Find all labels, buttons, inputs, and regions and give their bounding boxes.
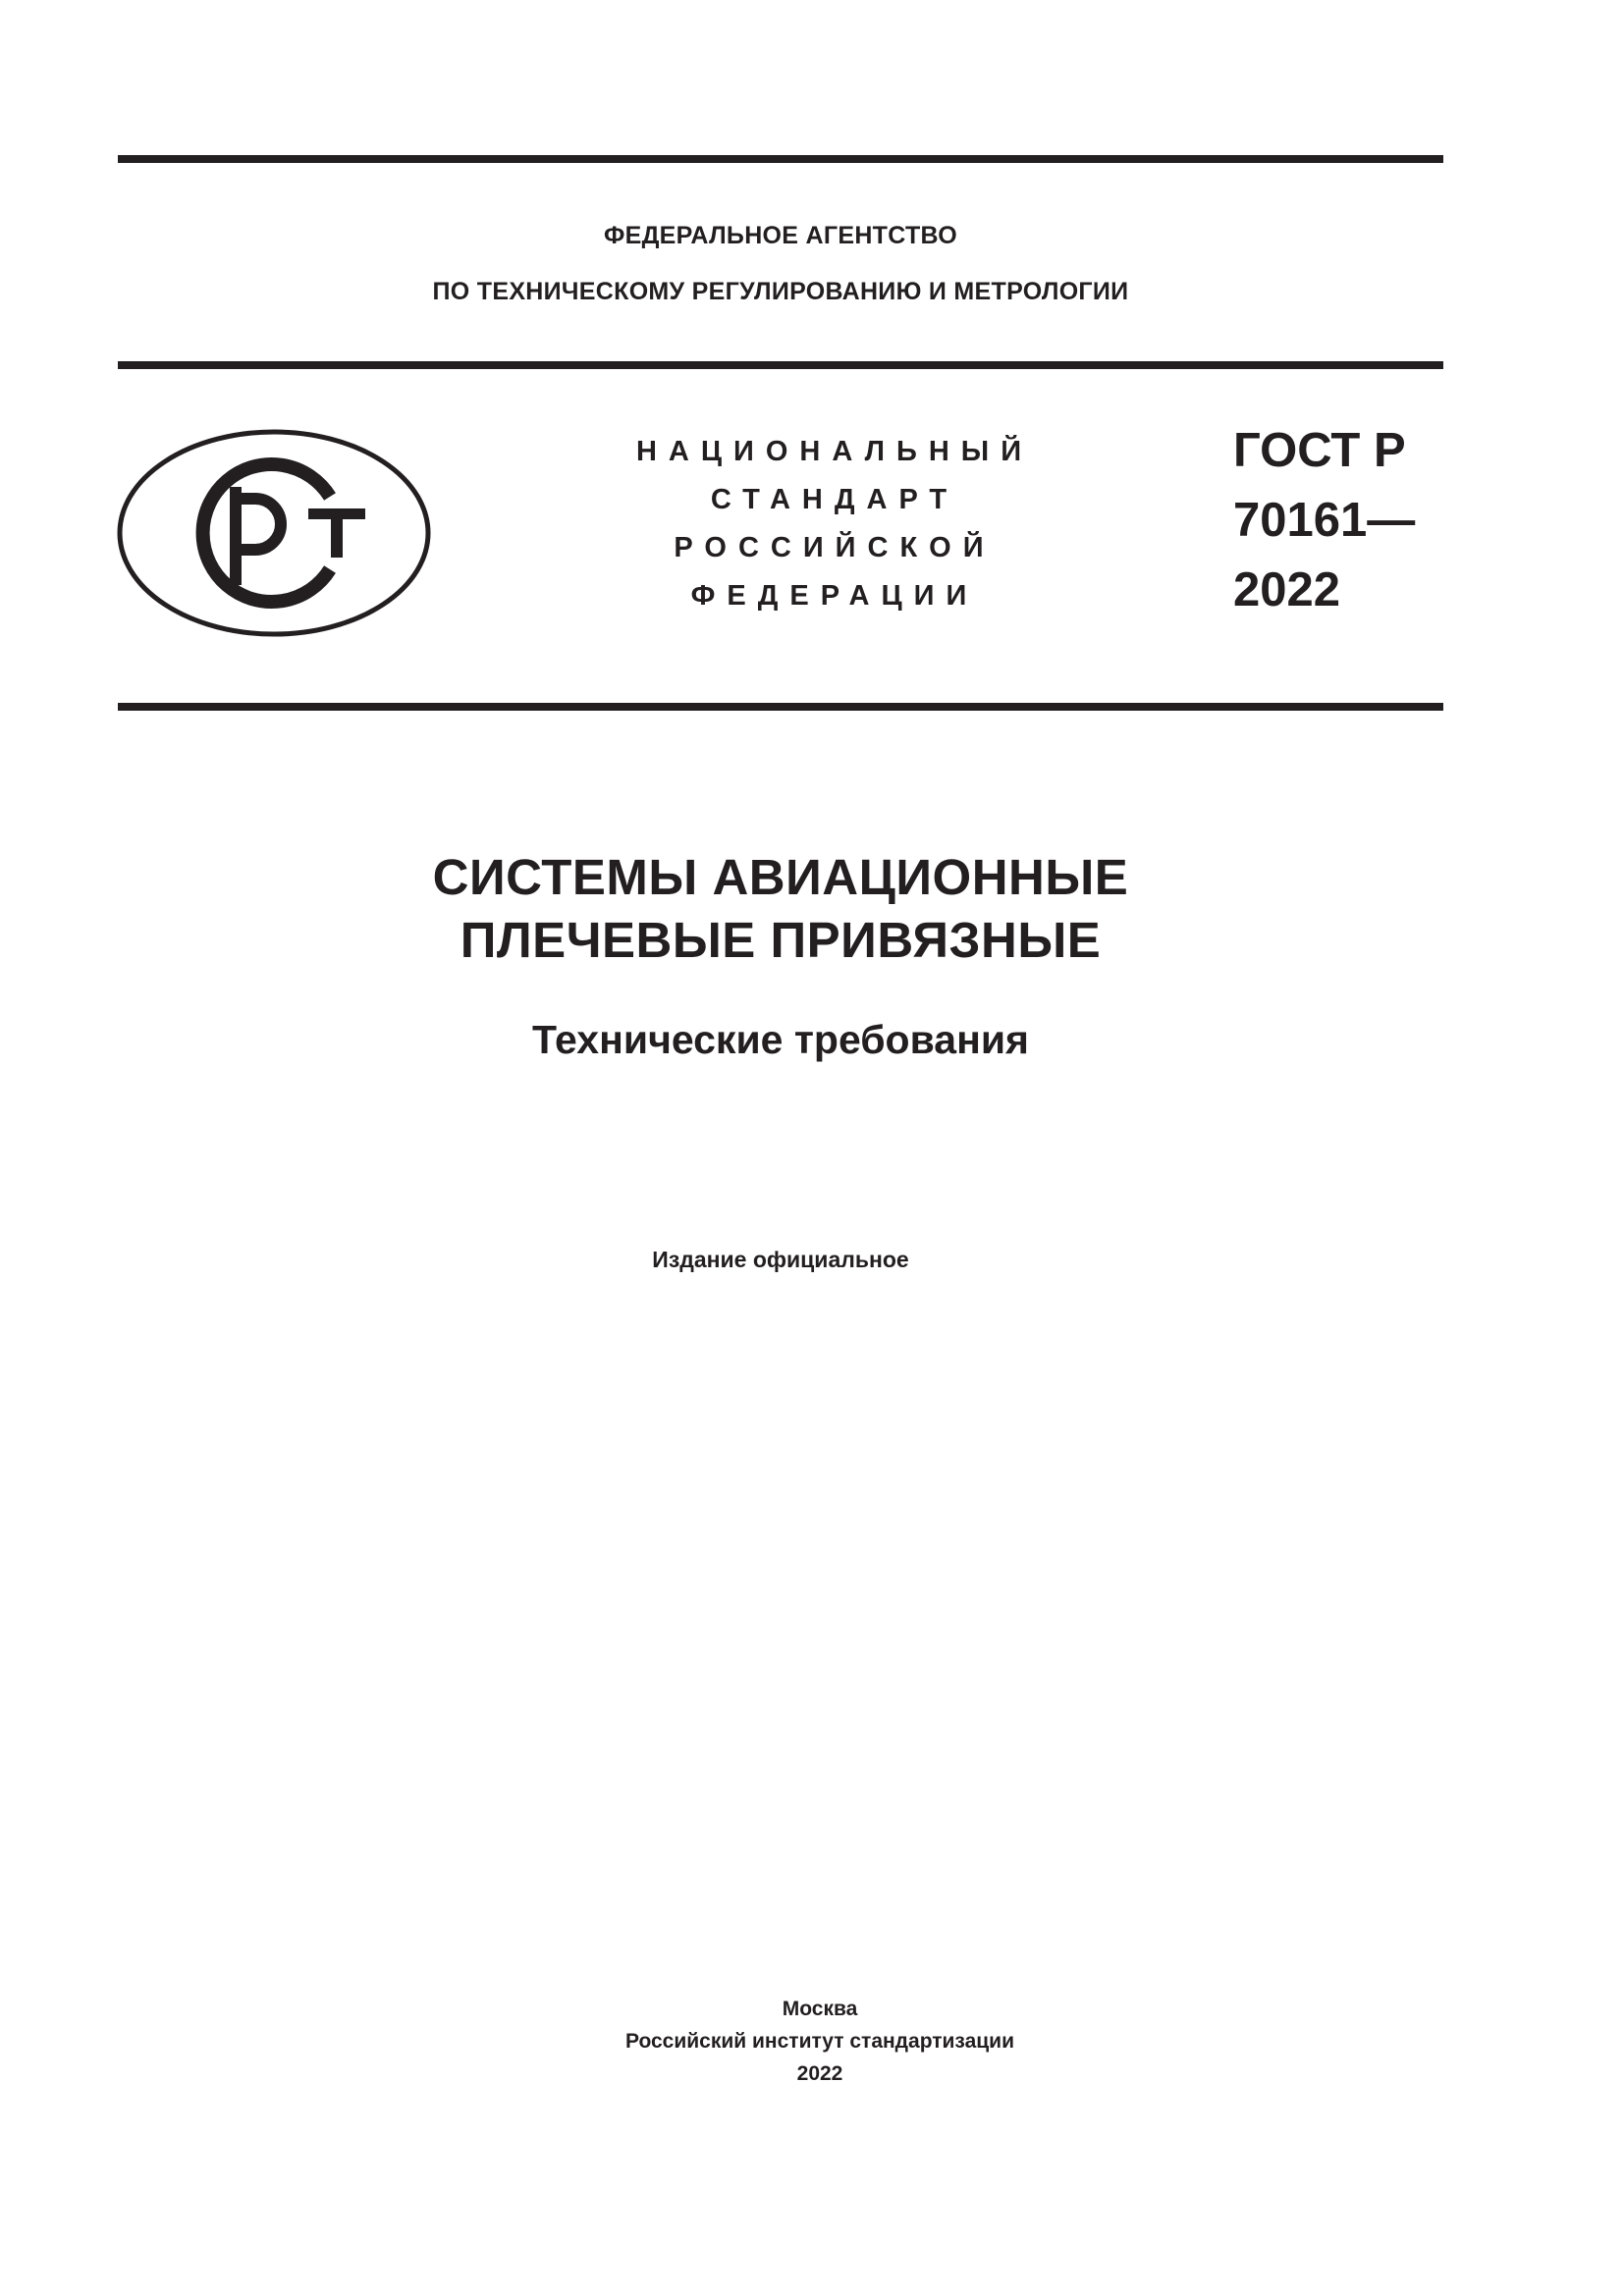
national-standard-line-4: ФЕДЕРАЦИИ — [690, 580, 979, 612]
document-title-line-1: СИСТЕМЫ АВИАЦИОННЫЕ — [432, 849, 1129, 905]
national-standard-line-3: РОССИЙСКОЙ — [674, 532, 996, 563]
document-subtitle: Технические требования — [532, 1017, 1029, 1062]
standard-designation — [1233, 416, 1415, 625]
document-title — [118, 846, 1443, 972]
imprint-publisher: Российский институт стандартизации — [624, 2030, 1015, 2053]
header-rule — [118, 361, 1443, 369]
national-standard-label — [589, 428, 1080, 620]
imprint-city: Москва — [782, 1998, 858, 2020]
edition-note: Издание официальное — [652, 1247, 909, 1272]
header-bottom-rule — [118, 703, 1443, 711]
top-rule — [118, 155, 1443, 163]
designation-line-1: ГОСТ Р — [1233, 424, 1406, 477]
rst-logo — [116, 428, 432, 638]
national-standard-line-2: СТАНДАРТ — [710, 484, 959, 515]
publisher-imprint — [118, 1993, 1522, 2090]
agency-name-line-1: ФЕДЕРАЛЬНОЕ АГЕНТСТВО — [603, 222, 958, 249]
imprint-year: 2022 — [796, 2062, 843, 2085]
document-title-line-2: ПЛЕЧЕВЫЕ ПРИВЯЗНЫЕ — [460, 912, 1102, 968]
agency-name-line-2: ПО ТЕХНИЧЕСКОМУ РЕГУЛИРОВАНИЮ И МЕТРОЛОГИИ — [432, 278, 1129, 305]
rst-logo-icon — [116, 428, 432, 638]
designation-line-3: 2022 — [1233, 563, 1341, 616]
national-standard-line-1: НАЦИОНАЛЬНЫЙ — [635, 436, 1034, 467]
designation-line-2: 70161— — [1233, 494, 1416, 547]
